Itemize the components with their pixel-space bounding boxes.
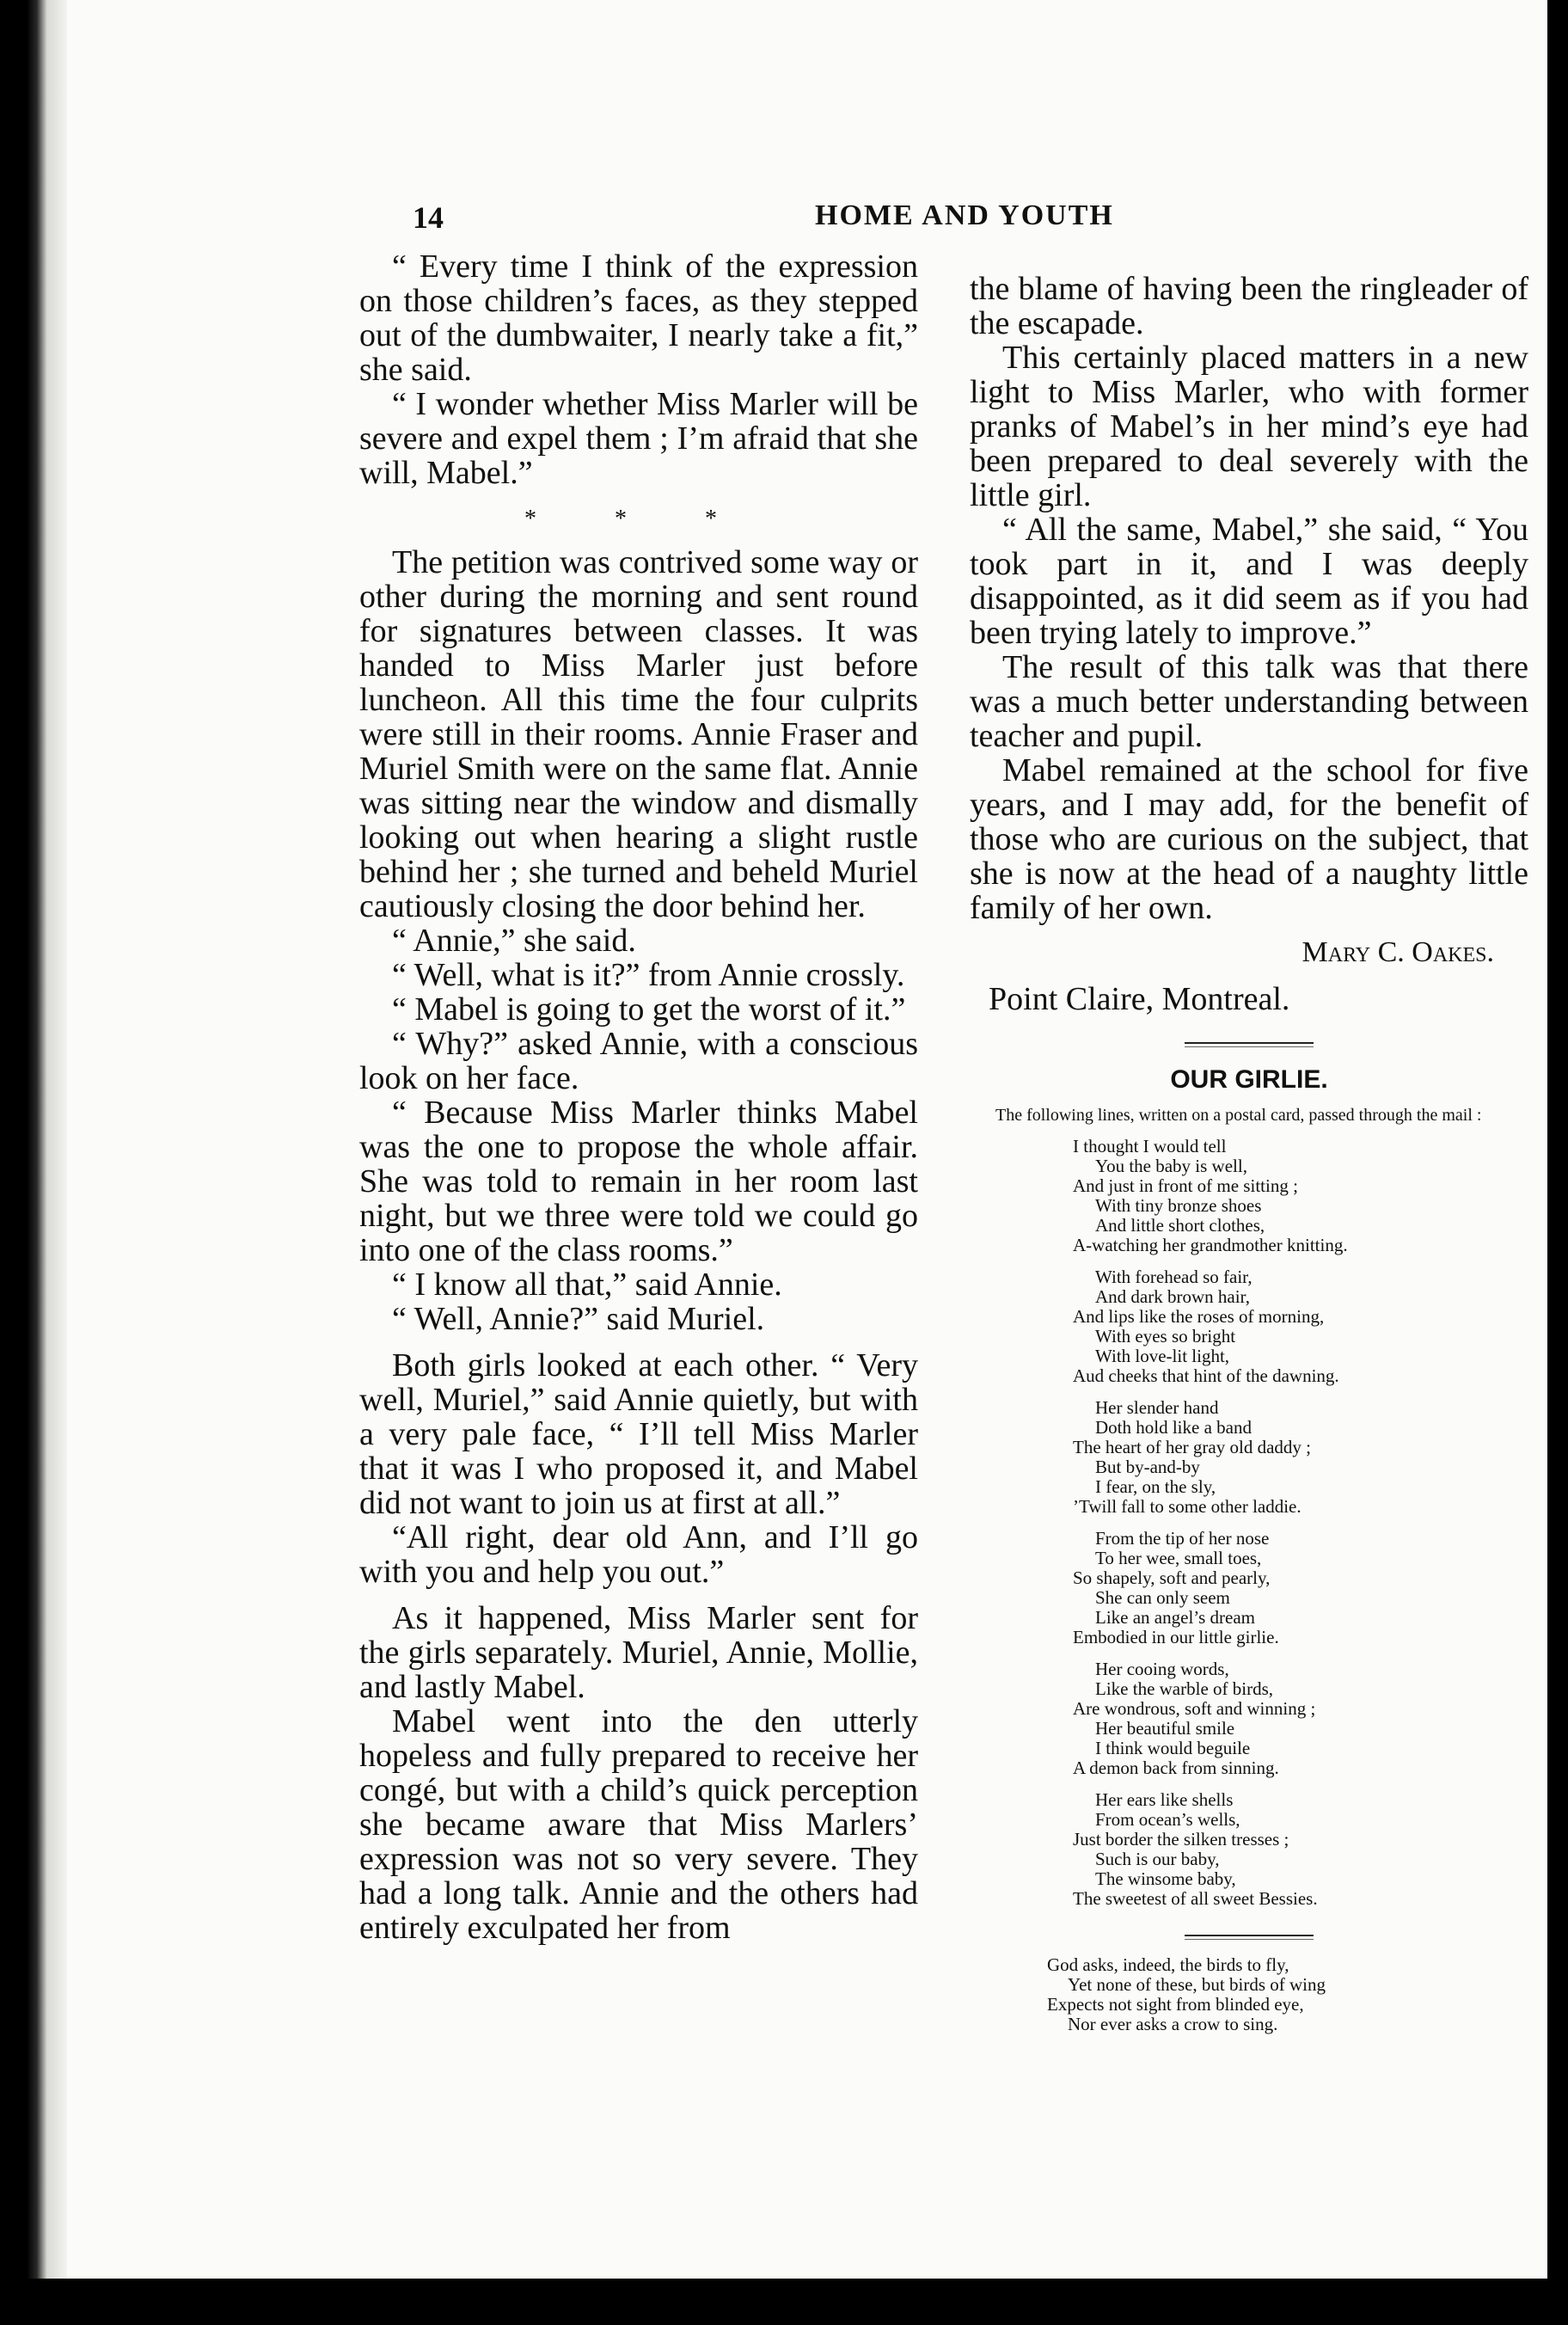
poem-line: To her wee, small toes, bbox=[1095, 1548, 1262, 1568]
paragraph: “ Every time I think of the expression on those children’s faces, as they stepped out of the dumbwaiter, I nearly take a fit,” she said. bbox=[359, 248, 918, 388]
running-head: HOME AND YOUTH bbox=[815, 199, 1114, 231]
right-column bbox=[970, 272, 1528, 2034]
poem-line: I thought I would tell bbox=[1073, 1136, 1227, 1156]
poem-line: With eyes so bright bbox=[1095, 1326, 1236, 1347]
poem-title: OUR GIRLIE. bbox=[1170, 1065, 1328, 1094]
page-edge-bottom bbox=[0, 2279, 1568, 2325]
verse-line: Nor ever asks a crow to sing. bbox=[1068, 2014, 1278, 2034]
page-edge-right bbox=[1547, 0, 1568, 2325]
paragraph: The petition was contrived some way or other during the morning and sent round for signatures between classes. It was handed to Miss Marler just before luncheon. All this time the four culprits were still in their rooms. Annie Fraser and Muriel Smith were on the same flat. Annie was sitting near the window and dismally looking out when hearing a slight rustle behind her ; she turned and beheld Muriel cautiously closing the door behind her. bbox=[359, 544, 918, 924]
poem-line: Aud cheeks that hint of the dawning. bbox=[1073, 1365, 1339, 1386]
poem-line: With tiny bronze shoes bbox=[1095, 1195, 1262, 1216]
verse-line: God asks, indeed, the birds to fly, bbox=[1047, 1954, 1289, 1975]
poem-line: I think would beguile bbox=[1095, 1738, 1251, 1758]
paragraph: The result of this talk was that there was a much better understanding between teacher and pupil. bbox=[970, 649, 1528, 754]
poem-line: From ocean’s wells, bbox=[1095, 1809, 1240, 1830]
paragraph: “ Well, what is it?” from Annie crossly. bbox=[392, 957, 905, 993]
author-signature: Mary C. Oakes. bbox=[1302, 936, 1494, 968]
paragraph: the blame of having been the ringleader of the escapade. bbox=[970, 271, 1528, 341]
poem-line: And dark brown hair, bbox=[1095, 1286, 1250, 1307]
paragraph: “ Mabel is going to get the worst of it.” bbox=[392, 991, 906, 1028]
poem-line: The sweetest of all sweet Bessies. bbox=[1073, 1888, 1318, 1909]
poem-line: She can only seem bbox=[1095, 1587, 1230, 1608]
poem-line: ’Twill fall to some other laddie. bbox=[1073, 1496, 1302, 1517]
paragraph: Mabel went into the den utterly hopeless and fully prepared to receive her congé, but with a child’s quick perception she became aware that Miss Marlers’ expression was not so very severe. They had a long talk. Annie and the others had entirely exculpated her from bbox=[359, 1703, 918, 1946]
poem-line: And lips like the roses of morning, bbox=[1073, 1306, 1325, 1327]
section-break: * * * bbox=[524, 506, 753, 532]
paragraph: “ Because Miss Marler thinks Mabel was the one to propose the whole affair. She was told to remain in her room last night, but we three were told we could go into one of the class rooms.” bbox=[359, 1095, 918, 1268]
poem-line: Her ears like shells bbox=[1095, 1789, 1234, 1810]
poem-line: The heart of her gray old daddy ; bbox=[1073, 1437, 1311, 1457]
poem-line: With love-lit light, bbox=[1095, 1346, 1230, 1366]
divider-rule bbox=[1185, 1935, 1314, 1940]
poem-stanza bbox=[1073, 1137, 1528, 1255]
left-column bbox=[359, 249, 918, 1945]
page-edge-left bbox=[0, 0, 67, 2325]
poem-line: Just border the silken tresses ; bbox=[1073, 1829, 1289, 1850]
poem-line: Like the warble of birds, bbox=[1095, 1678, 1274, 1699]
poem-line: You the baby is well, bbox=[1095, 1156, 1247, 1176]
divider-rule bbox=[1185, 1042, 1314, 1047]
poem-line: Are wondrous, soft and winning ; bbox=[1073, 1698, 1316, 1719]
paragraph: “ I wonder whether Miss Marler will be severe and expel them ; I’m afraid that she will, Mabel.” bbox=[359, 386, 918, 491]
closing-verse bbox=[1047, 1955, 1528, 2034]
paragraph: This certainly placed matters in a new light to Miss Marler, who with former pranks of Mabel’s in her mind’s eye had been prepared to deal severely with the little girl. bbox=[970, 340, 1528, 513]
verse-line: Expects not sight from blinded eye, bbox=[1047, 1994, 1304, 2015]
poem-stanza bbox=[1073, 1659, 1528, 1778]
poem-line: Such is our baby, bbox=[1095, 1849, 1220, 1869]
paragraph: “All right, dear old Ann, and I’ll go with you and help you out.” bbox=[359, 1519, 918, 1590]
poem-line: Her cooing words, bbox=[1095, 1659, 1229, 1679]
poem-stanza bbox=[1073, 1398, 1528, 1517]
paragraph: Both girls looked at each other. “ Very well, Muriel,” said Annie quietly, but with a very pale face, “ I’ll tell Miss Marler that it was I who proposed it, and Mabel did not want to join us at first at all.” bbox=[359, 1347, 918, 1521]
poem-line: The winsome baby, bbox=[1095, 1868, 1236, 1889]
page-number: 14 bbox=[413, 200, 444, 235]
poem-line: From the tip of her nose bbox=[1095, 1528, 1270, 1549]
poem-line: And little short clothes, bbox=[1095, 1215, 1265, 1236]
paragraph: “ Why?” asked Annie, with a conscious look on her face. bbox=[359, 1026, 918, 1096]
poem-stanza bbox=[1073, 1267, 1528, 1386]
poem-line: A demon back from sinning. bbox=[1073, 1758, 1279, 1778]
poem-line: Her slender hand bbox=[1095, 1397, 1219, 1418]
author-place: Point Claire, Montreal. bbox=[989, 981, 1290, 1017]
paragraph: “ All the same, Mabel,” she said, “ You took part in it, and I was deeply disappointed, as it did seem as if you had been trying lately to improve.” bbox=[970, 512, 1528, 651]
poem-line: With forehead so fair, bbox=[1095, 1267, 1253, 1287]
poem-stanza bbox=[1073, 1790, 1528, 1909]
page-header bbox=[361, 199, 1547, 242]
poem-line: I fear, on the sly, bbox=[1095, 1476, 1216, 1497]
poem-line: Embodied in our little girlie. bbox=[1073, 1627, 1279, 1647]
paragraph: “ Well, Annie?” said Muriel. bbox=[392, 1301, 765, 1337]
poem-line: But by-and-by bbox=[1095, 1457, 1200, 1477]
poem-stanza bbox=[1073, 1529, 1528, 1647]
paragraph: Mabel remained at the school for five years, and I may add, for the benefit of those who are curious on the subject, that she is now at the head of a naughty little family of her own. bbox=[970, 752, 1528, 926]
verse-line: Yet none of these, but birds of wing bbox=[1068, 1974, 1326, 1995]
poem-line: And just in front of me sitting ; bbox=[1073, 1175, 1298, 1196]
paragraph: “ I know all that,” said Annie. bbox=[392, 1267, 782, 1303]
poem-line: Doth hold like a band bbox=[1095, 1417, 1252, 1438]
poem-line: A-watching her grandmother knitting. bbox=[1073, 1235, 1348, 1255]
poem-line: Her beautiful smile bbox=[1095, 1718, 1235, 1739]
paragraph: As it happened, Miss Marler sent for the girls separately. Muriel, Annie, Mollie, and lastly Mabel. bbox=[359, 1600, 918, 1705]
poem-line: Like an angel’s dream bbox=[1095, 1607, 1256, 1628]
paragraph: “ Annie,” she said. bbox=[392, 923, 636, 959]
poem-line: So shapely, soft and pearly, bbox=[1073, 1567, 1271, 1588]
poem-intro: The following lines, written on a postal card, passed through the mail : bbox=[995, 1106, 1482, 1125]
